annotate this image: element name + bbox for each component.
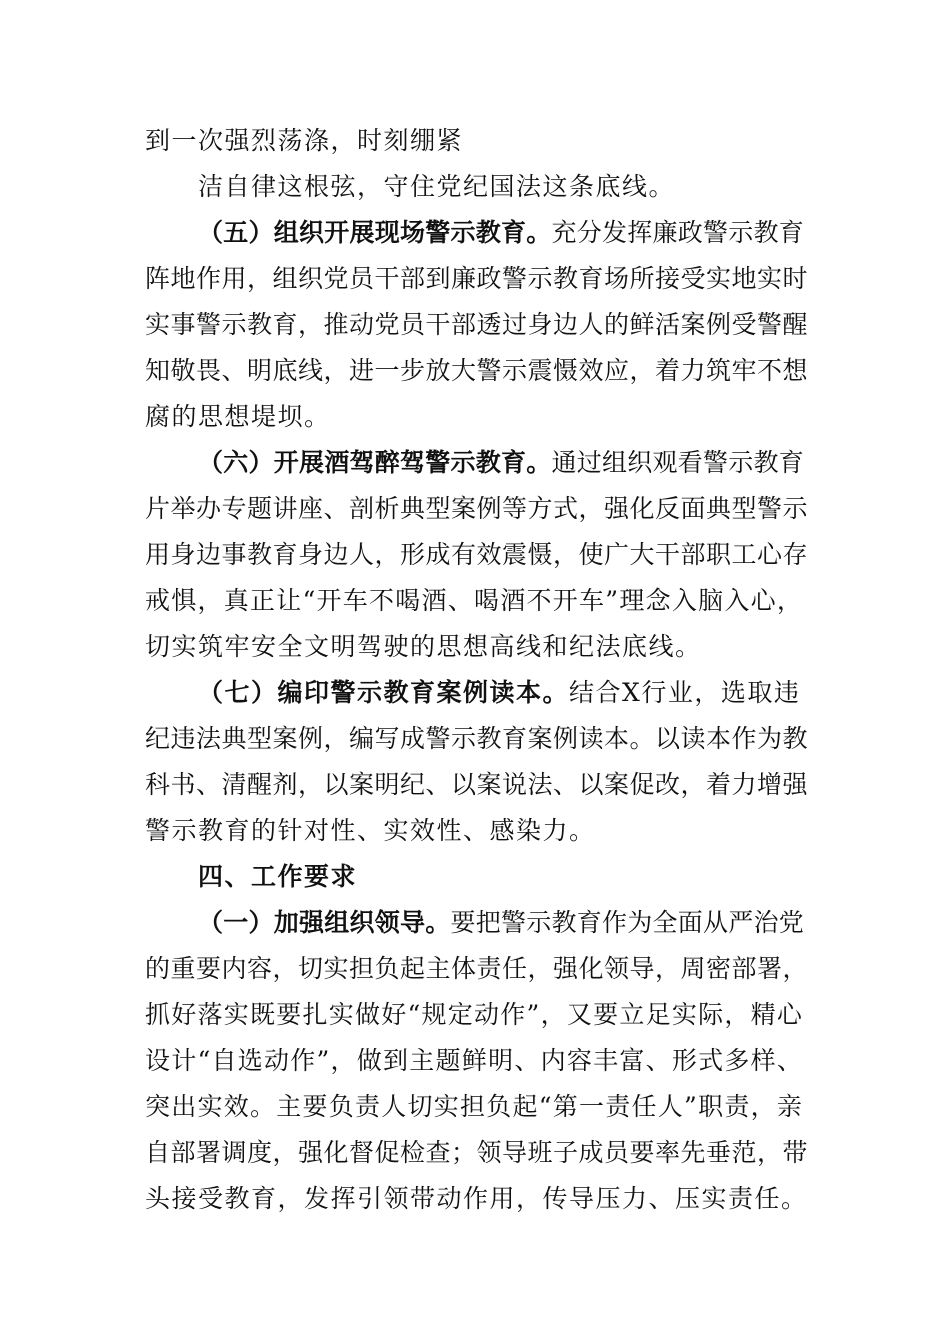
section-4-heading: 四、工作要求 <box>198 862 358 891</box>
item5-line-1-rest: 充分发挥廉政警示教育 <box>551 218 805 247</box>
item5-line-3: 实事警示教育，推动党员干部透过身边人的鲜活案例受警醒 <box>145 310 809 339</box>
item6-line-2: 片举办专题讲座、剖析典型案例等方式，强化反面典型警示 <box>145 494 809 523</box>
req1-line-6: 自部署调度，强化督促检查；领导班子成员要率先垂范，带 <box>145 1138 809 1167</box>
req1-line-4: 设计“自选动作”，做到主题鲜明、内容丰富、形式多样、 <box>145 1046 804 1075</box>
item5-lead: （五）组织开展现场警示教育。 <box>198 218 552 247</box>
item7-line-2: 纪违法典型案例，编写成警示教育案例读本。以读本作为教 <box>145 724 809 753</box>
item6-line-3: 用身边事教育身边人，形成有效震慑，使广大干部职工心存 <box>145 540 809 569</box>
item5-line-5: 腐的思想堤坝。 <box>145 402 331 431</box>
intro-line-1: 到一次强烈荡涤，时刻绷紧 <box>145 126 464 155</box>
item7-line-3: 科书、清醒剂，以案明纪、以案说法、以案促改，着力增强 <box>145 770 809 799</box>
req1-lead: （一）加强组织领导。 <box>198 908 451 937</box>
req1-line-2: 的重要内容，切实担负起主体责任，强化领导，周密部署， <box>145 954 809 983</box>
item7-line-1 <box>198 678 800 708</box>
req1-line-1 <box>198 908 804 938</box>
item6-line-1 <box>198 448 804 478</box>
item7-line-1-rest: 结合X行业，选取违 <box>569 678 801 707</box>
req1-line-1-rest: 要把警示教育作为全面从严治党 <box>450 908 805 937</box>
req1-line-5: 突出实效。主要负责人切实担负起“第一责任人”职责，亲 <box>145 1092 804 1121</box>
item6-lead: （六）开展酒驾醉驾警示教育。 <box>198 448 552 477</box>
item6-line-5: 切实筑牢安全文明驾驶的思想高线和纪法底线。 <box>145 632 702 661</box>
req1-line-3: 抓好落实既要扎实做好“规定动作”，又要立足实际，精心 <box>145 1000 804 1029</box>
item5-line-2: 阵地作用，组织党员干部到廉政警示教育场所接受实地实时 <box>145 264 809 293</box>
item5-line-1 <box>198 218 804 248</box>
item5-line-4: 知敬畏、明底线，进一步放大警示震慑效应，着力筑牢不想 <box>145 356 809 385</box>
req1-line-7: 头接受教育，发挥引领带动作用，传导压力、压实责任。 <box>145 1184 808 1213</box>
item6-line-4: 戒惧，真正让“开车不喝酒、喝酒不开车”理念入脑入心， <box>145 586 804 615</box>
item7-lead: （七）编印警示教育案例读本。 <box>198 678 570 707</box>
intro-line-2: 洁自律这根弦，守住党纪国法这条底线。 <box>198 172 676 201</box>
item7-line-4: 警示教育的针对性、实效性、感染力。 <box>145 816 596 845</box>
item6-line-1-rest: 通过组织观看警示教育 <box>551 448 805 477</box>
